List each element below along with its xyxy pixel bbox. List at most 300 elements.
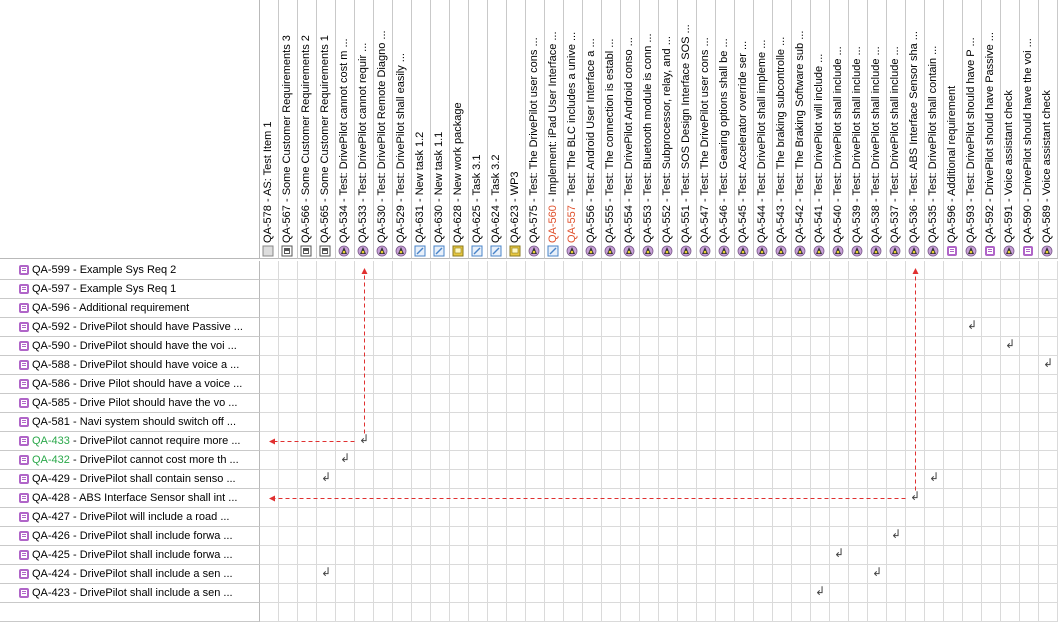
- matrix-cell[interactable]: [393, 375, 412, 394]
- matrix-cell[interactable]: [925, 318, 944, 337]
- matrix-cell[interactable]: [792, 508, 811, 527]
- matrix-cell[interactable]: [298, 584, 317, 603]
- matrix-cell[interactable]: [811, 299, 830, 318]
- matrix-cell[interactable]: [659, 318, 678, 337]
- matrix-cell[interactable]: [716, 489, 735, 508]
- matrix-cell[interactable]: [374, 603, 393, 622]
- matrix-cell[interactable]: [336, 603, 355, 622]
- matrix-cell[interactable]: [735, 432, 754, 451]
- matrix-cell[interactable]: [545, 603, 564, 622]
- matrix-cell[interactable]: [906, 337, 925, 356]
- matrix-cell[interactable]: [469, 337, 488, 356]
- matrix-cell[interactable]: [545, 375, 564, 394]
- matrix-cell[interactable]: [944, 603, 963, 622]
- matrix-cell[interactable]: [450, 565, 469, 584]
- matrix-cell[interactable]: [678, 603, 697, 622]
- matrix-cell[interactable]: [488, 413, 507, 432]
- matrix-cell[interactable]: [298, 299, 317, 318]
- matrix-cell[interactable]: [754, 318, 773, 337]
- matrix-cell[interactable]: [298, 356, 317, 375]
- matrix-cell[interactable]: [659, 603, 678, 622]
- matrix-cell[interactable]: [583, 318, 602, 337]
- matrix-cell[interactable]: [507, 565, 526, 584]
- matrix-cell[interactable]: [488, 489, 507, 508]
- matrix-cell[interactable]: [678, 527, 697, 546]
- matrix-cell[interactable]: [754, 299, 773, 318]
- matrix-cell[interactable]: [640, 603, 659, 622]
- matrix-cell[interactable]: [906, 299, 925, 318]
- matrix-cell[interactable]: [336, 451, 355, 470]
- matrix-cell[interactable]: [583, 470, 602, 489]
- matrix-cell[interactable]: [412, 299, 431, 318]
- matrix-cell[interactable]: [906, 565, 925, 584]
- matrix-cell[interactable]: [317, 280, 336, 299]
- matrix-cell[interactable]: [906, 584, 925, 603]
- matrix-cell[interactable]: [716, 432, 735, 451]
- matrix-cell[interactable]: [336, 527, 355, 546]
- matrix-cell[interactable]: [621, 337, 640, 356]
- matrix-cell[interactable]: [811, 546, 830, 565]
- matrix-cell[interactable]: [260, 356, 279, 375]
- matrix-cell[interactable]: [469, 375, 488, 394]
- matrix-cell[interactable]: [393, 489, 412, 508]
- matrix-cell[interactable]: [944, 432, 963, 451]
- matrix-cell[interactable]: [488, 508, 507, 527]
- column-header[interactable]: [925, 0, 944, 259]
- matrix-cell[interactable]: [811, 261, 830, 280]
- matrix-cell[interactable]: [982, 337, 1001, 356]
- matrix-cell[interactable]: [678, 565, 697, 584]
- matrix-cell[interactable]: [507, 318, 526, 337]
- matrix-cell[interactable]: [754, 413, 773, 432]
- matrix-cell[interactable]: [279, 451, 298, 470]
- matrix-cell[interactable]: [298, 451, 317, 470]
- matrix-cell[interactable]: [545, 280, 564, 299]
- matrix-cell[interactable]: [678, 470, 697, 489]
- matrix-cell[interactable]: [583, 432, 602, 451]
- matrix-cell[interactable]: [792, 546, 811, 565]
- matrix-cell[interactable]: [868, 318, 887, 337]
- matrix-cell[interactable]: [488, 280, 507, 299]
- matrix-cell[interactable]: [336, 356, 355, 375]
- matrix-cell[interactable]: [1001, 413, 1020, 432]
- matrix-cell[interactable]: [640, 527, 659, 546]
- matrix-cell[interactable]: [621, 375, 640, 394]
- matrix-cell[interactable]: [830, 318, 849, 337]
- matrix-cell[interactable]: [602, 299, 621, 318]
- matrix-cell[interactable]: [716, 527, 735, 546]
- matrix-cell[interactable]: [450, 489, 469, 508]
- matrix-cell[interactable]: [887, 432, 906, 451]
- matrix-cell[interactable]: [260, 470, 279, 489]
- matrix-cell[interactable]: [811, 603, 830, 622]
- matrix-cell[interactable]: [1020, 280, 1039, 299]
- column-header[interactable]: [887, 0, 906, 259]
- column-header[interactable]: [716, 0, 735, 259]
- matrix-cell[interactable]: [1020, 318, 1039, 337]
- matrix-cell[interactable]: [336, 470, 355, 489]
- matrix-cell[interactable]: [906, 280, 925, 299]
- matrix-cell[interactable]: [450, 432, 469, 451]
- matrix-cell[interactable]: [393, 318, 412, 337]
- column-header[interactable]: [393, 0, 412, 259]
- matrix-cell[interactable]: [393, 603, 412, 622]
- column-header[interactable]: [279, 0, 298, 259]
- matrix-cell[interactable]: [830, 356, 849, 375]
- matrix-cell[interactable]: [564, 337, 583, 356]
- column-header[interactable]: [754, 0, 773, 259]
- matrix-cell[interactable]: [811, 318, 830, 337]
- matrix-cell[interactable]: [450, 546, 469, 565]
- matrix-cell[interactable]: [374, 546, 393, 565]
- row-header[interactable]: [0, 337, 260, 356]
- matrix-cell[interactable]: [944, 280, 963, 299]
- matrix-cell[interactable]: [317, 299, 336, 318]
- matrix-cell[interactable]: [659, 413, 678, 432]
- matrix-cell[interactable]: [887, 375, 906, 394]
- matrix-cell[interactable]: [336, 261, 355, 280]
- column-header[interactable]: [944, 0, 963, 259]
- matrix-cell[interactable]: [602, 261, 621, 280]
- matrix-cell[interactable]: [697, 375, 716, 394]
- matrix-cell[interactable]: [336, 337, 355, 356]
- matrix-cell[interactable]: [754, 375, 773, 394]
- matrix-cell[interactable]: [849, 527, 868, 546]
- matrix-cell[interactable]: [659, 299, 678, 318]
- matrix-cell[interactable]: [697, 356, 716, 375]
- matrix-cell[interactable]: [1020, 432, 1039, 451]
- matrix-cell[interactable]: [621, 413, 640, 432]
- matrix-cell[interactable]: [431, 280, 450, 299]
- matrix-cell[interactable]: [1001, 280, 1020, 299]
- matrix-cell[interactable]: [792, 261, 811, 280]
- matrix-cell[interactable]: [355, 584, 374, 603]
- matrix-cell[interactable]: [792, 470, 811, 489]
- row-header[interactable]: [0, 280, 260, 299]
- matrix-cell[interactable]: [431, 451, 450, 470]
- matrix-cell[interactable]: [317, 451, 336, 470]
- matrix-cell[interactable]: [336, 508, 355, 527]
- column-header[interactable]: [488, 0, 507, 259]
- matrix-cell[interactable]: [355, 451, 374, 470]
- matrix-cell[interactable]: [374, 413, 393, 432]
- column-header[interactable]: [431, 0, 450, 259]
- matrix-cell[interactable]: [526, 318, 545, 337]
- matrix-cell[interactable]: [488, 299, 507, 318]
- matrix-cell[interactable]: [355, 432, 374, 451]
- matrix-cell[interactable]: [716, 394, 735, 413]
- matrix-cell[interactable]: [393, 584, 412, 603]
- matrix-cell[interactable]: [773, 546, 792, 565]
- matrix-cell[interactable]: [697, 584, 716, 603]
- matrix-cell[interactable]: [602, 280, 621, 299]
- matrix-cell[interactable]: [602, 489, 621, 508]
- matrix-cell[interactable]: [925, 280, 944, 299]
- matrix-cell[interactable]: [450, 603, 469, 622]
- matrix-cell[interactable]: [735, 299, 754, 318]
- row-header[interactable]: [0, 299, 260, 318]
- matrix-cell[interactable]: [697, 261, 716, 280]
- matrix-cell[interactable]: [317, 508, 336, 527]
- matrix-cell[interactable]: [963, 470, 982, 489]
- matrix-cell[interactable]: [1020, 356, 1039, 375]
- matrix-cell[interactable]: [735, 489, 754, 508]
- column-header[interactable]: [773, 0, 792, 259]
- matrix-cell[interactable]: [260, 508, 279, 527]
- matrix-cell[interactable]: [621, 356, 640, 375]
- matrix-cell[interactable]: [1039, 375, 1058, 394]
- matrix-cell[interactable]: [1039, 280, 1058, 299]
- matrix-cell[interactable]: [431, 318, 450, 337]
- matrix-cell[interactable]: [279, 527, 298, 546]
- matrix-cell[interactable]: [374, 299, 393, 318]
- matrix-cell[interactable]: [640, 261, 659, 280]
- matrix-cell[interactable]: [412, 546, 431, 565]
- matrix-cell[interactable]: [849, 318, 868, 337]
- matrix-cell[interactable]: [887, 527, 906, 546]
- matrix-cell[interactable]: [735, 546, 754, 565]
- matrix-cell[interactable]: [279, 565, 298, 584]
- matrix-cell[interactable]: [906, 375, 925, 394]
- matrix-cell[interactable]: [659, 489, 678, 508]
- matrix-cell[interactable]: [279, 356, 298, 375]
- matrix-cell[interactable]: [735, 375, 754, 394]
- matrix-cell[interactable]: [336, 584, 355, 603]
- matrix-cell[interactable]: [583, 565, 602, 584]
- matrix-cell[interactable]: [507, 337, 526, 356]
- matrix-cell[interactable]: [355, 489, 374, 508]
- matrix-cell[interactable]: [773, 470, 792, 489]
- column-header[interactable]: [982, 0, 1001, 259]
- matrix-cell[interactable]: [450, 337, 469, 356]
- matrix-cell[interactable]: [450, 261, 469, 280]
- matrix-cell[interactable]: [982, 565, 1001, 584]
- matrix-cell[interactable]: [640, 337, 659, 356]
- matrix-cell[interactable]: [374, 565, 393, 584]
- matrix-cell[interactable]: [526, 451, 545, 470]
- matrix-cell[interactable]: [659, 527, 678, 546]
- column-header[interactable]: [526, 0, 545, 259]
- matrix-cell[interactable]: [564, 527, 583, 546]
- matrix-cell[interactable]: [393, 337, 412, 356]
- matrix-cell[interactable]: [868, 299, 887, 318]
- matrix-cell[interactable]: [526, 527, 545, 546]
- column-header[interactable]: [317, 0, 336, 259]
- matrix-cell[interactable]: [830, 432, 849, 451]
- matrix-cell[interactable]: [279, 489, 298, 508]
- matrix-cell[interactable]: [1020, 470, 1039, 489]
- matrix-cell[interactable]: [678, 584, 697, 603]
- matrix-cell[interactable]: [564, 451, 583, 470]
- matrix-cell[interactable]: [716, 546, 735, 565]
- matrix-cell[interactable]: [488, 546, 507, 565]
- matrix-cell[interactable]: [469, 432, 488, 451]
- matrix-cell[interactable]: [298, 413, 317, 432]
- matrix-cell[interactable]: [944, 413, 963, 432]
- matrix-cell[interactable]: [469, 565, 488, 584]
- matrix-cell[interactable]: [963, 527, 982, 546]
- matrix-cell[interactable]: [279, 337, 298, 356]
- matrix-cell[interactable]: [393, 470, 412, 489]
- matrix-cell[interactable]: [393, 413, 412, 432]
- matrix-cell[interactable]: [260, 527, 279, 546]
- matrix-cell[interactable]: [678, 451, 697, 470]
- matrix-cell[interactable]: [792, 432, 811, 451]
- matrix-cell[interactable]: [811, 470, 830, 489]
- matrix-cell[interactable]: [640, 584, 659, 603]
- column-header[interactable]: [849, 0, 868, 259]
- matrix-cell[interactable]: [982, 318, 1001, 337]
- matrix-cell[interactable]: [298, 546, 317, 565]
- matrix-cell[interactable]: [621, 451, 640, 470]
- matrix-cell[interactable]: [564, 489, 583, 508]
- matrix-cell[interactable]: [811, 432, 830, 451]
- matrix-cell[interactable]: [1039, 432, 1058, 451]
- matrix-cell[interactable]: [564, 470, 583, 489]
- matrix-cell[interactable]: [735, 261, 754, 280]
- matrix-cell[interactable]: [773, 318, 792, 337]
- matrix-cell[interactable]: [811, 337, 830, 356]
- matrix-cell[interactable]: [488, 603, 507, 622]
- matrix-cell[interactable]: [393, 546, 412, 565]
- matrix-cell[interactable]: [716, 451, 735, 470]
- matrix-cell[interactable]: [697, 280, 716, 299]
- matrix-cell[interactable]: [697, 565, 716, 584]
- matrix-cell[interactable]: [374, 451, 393, 470]
- matrix-cell[interactable]: [792, 527, 811, 546]
- matrix-cell[interactable]: [507, 432, 526, 451]
- matrix-cell[interactable]: [944, 375, 963, 394]
- matrix-cell[interactable]: [298, 470, 317, 489]
- matrix-cell[interactable]: [944, 394, 963, 413]
- matrix-cell[interactable]: [583, 261, 602, 280]
- matrix-cell[interactable]: [1001, 261, 1020, 280]
- matrix-cell[interactable]: [1039, 508, 1058, 527]
- matrix-cell[interactable]: [355, 261, 374, 280]
- matrix-cell[interactable]: [602, 451, 621, 470]
- matrix-cell[interactable]: [374, 489, 393, 508]
- matrix-cell[interactable]: [526, 603, 545, 622]
- matrix-cell[interactable]: [982, 394, 1001, 413]
- row-header[interactable]: [0, 432, 260, 451]
- column-header[interactable]: [602, 0, 621, 259]
- matrix-cell[interactable]: [564, 261, 583, 280]
- matrix-cell[interactable]: [412, 413, 431, 432]
- matrix-cell[interactable]: [412, 318, 431, 337]
- matrix-cell[interactable]: [925, 261, 944, 280]
- matrix-cell[interactable]: [583, 299, 602, 318]
- matrix-cell[interactable]: [982, 470, 1001, 489]
- matrix-cell[interactable]: [564, 584, 583, 603]
- matrix-cell[interactable]: [640, 432, 659, 451]
- matrix-cell[interactable]: [849, 489, 868, 508]
- matrix-cell[interactable]: [773, 375, 792, 394]
- matrix-cell[interactable]: [431, 584, 450, 603]
- matrix-cell[interactable]: [716, 356, 735, 375]
- matrix-cell[interactable]: [1001, 527, 1020, 546]
- matrix-cell[interactable]: [431, 432, 450, 451]
- matrix-cell[interactable]: [602, 337, 621, 356]
- matrix-cell[interactable]: [792, 356, 811, 375]
- matrix-cell[interactable]: [488, 432, 507, 451]
- column-header[interactable]: [507, 0, 526, 259]
- matrix-cell[interactable]: [982, 527, 1001, 546]
- matrix-cell[interactable]: [583, 546, 602, 565]
- matrix-cell[interactable]: [412, 337, 431, 356]
- matrix-cell[interactable]: [906, 603, 925, 622]
- matrix-cell[interactable]: [621, 527, 640, 546]
- matrix-cell[interactable]: [298, 261, 317, 280]
- matrix-cell[interactable]: [507, 489, 526, 508]
- row-header[interactable]: [0, 261, 260, 280]
- matrix-cell[interactable]: [279, 394, 298, 413]
- matrix-cell[interactable]: [925, 356, 944, 375]
- matrix-cell[interactable]: [659, 508, 678, 527]
- column-header[interactable]: [868, 0, 887, 259]
- matrix-cell[interactable]: [868, 546, 887, 565]
- matrix-cell[interactable]: [963, 261, 982, 280]
- matrix-cell[interactable]: [963, 508, 982, 527]
- matrix-cell[interactable]: [640, 280, 659, 299]
- matrix-cell[interactable]: [735, 603, 754, 622]
- matrix-cell[interactable]: [355, 280, 374, 299]
- matrix-cell[interactable]: [906, 546, 925, 565]
- matrix-cell[interactable]: [678, 546, 697, 565]
- matrix-cell[interactable]: [906, 527, 925, 546]
- matrix-cell[interactable]: [716, 603, 735, 622]
- matrix-cell[interactable]: [773, 451, 792, 470]
- matrix-cell[interactable]: [640, 413, 659, 432]
- matrix-cell[interactable]: [602, 565, 621, 584]
- matrix-cell[interactable]: [963, 603, 982, 622]
- matrix-cell[interactable]: [925, 508, 944, 527]
- matrix-cell[interactable]: [298, 280, 317, 299]
- matrix-cell[interactable]: [830, 394, 849, 413]
- matrix-cell[interactable]: [868, 375, 887, 394]
- matrix-cell[interactable]: [1039, 261, 1058, 280]
- matrix-cell[interactable]: [488, 565, 507, 584]
- matrix-cell[interactable]: [811, 565, 830, 584]
- matrix-cell[interactable]: [735, 318, 754, 337]
- matrix-cell[interactable]: [982, 375, 1001, 394]
- matrix-cell[interactable]: [602, 413, 621, 432]
- matrix-cell[interactable]: [431, 261, 450, 280]
- matrix-cell[interactable]: [754, 394, 773, 413]
- matrix-cell[interactable]: [488, 337, 507, 356]
- matrix-cell[interactable]: [450, 299, 469, 318]
- matrix-cell[interactable]: [317, 432, 336, 451]
- matrix-cell[interactable]: [868, 470, 887, 489]
- matrix-cell[interactable]: [374, 527, 393, 546]
- matrix-cell[interactable]: [944, 470, 963, 489]
- row-header[interactable]: [0, 394, 260, 413]
- matrix-cell[interactable]: [735, 527, 754, 546]
- matrix-cell[interactable]: [526, 299, 545, 318]
- matrix-cell[interactable]: [602, 432, 621, 451]
- matrix-cell[interactable]: [317, 375, 336, 394]
- matrix-cell[interactable]: [317, 603, 336, 622]
- matrix-cell[interactable]: [963, 375, 982, 394]
- matrix-cell[interactable]: [640, 565, 659, 584]
- matrix-cell[interactable]: [982, 546, 1001, 565]
- matrix-cell[interactable]: [279, 280, 298, 299]
- matrix-cell[interactable]: [830, 375, 849, 394]
- matrix-cell[interactable]: [849, 584, 868, 603]
- matrix-cell[interactable]: [811, 375, 830, 394]
- matrix-cell[interactable]: [393, 565, 412, 584]
- matrix-cell[interactable]: [279, 261, 298, 280]
- matrix-cell[interactable]: [488, 527, 507, 546]
